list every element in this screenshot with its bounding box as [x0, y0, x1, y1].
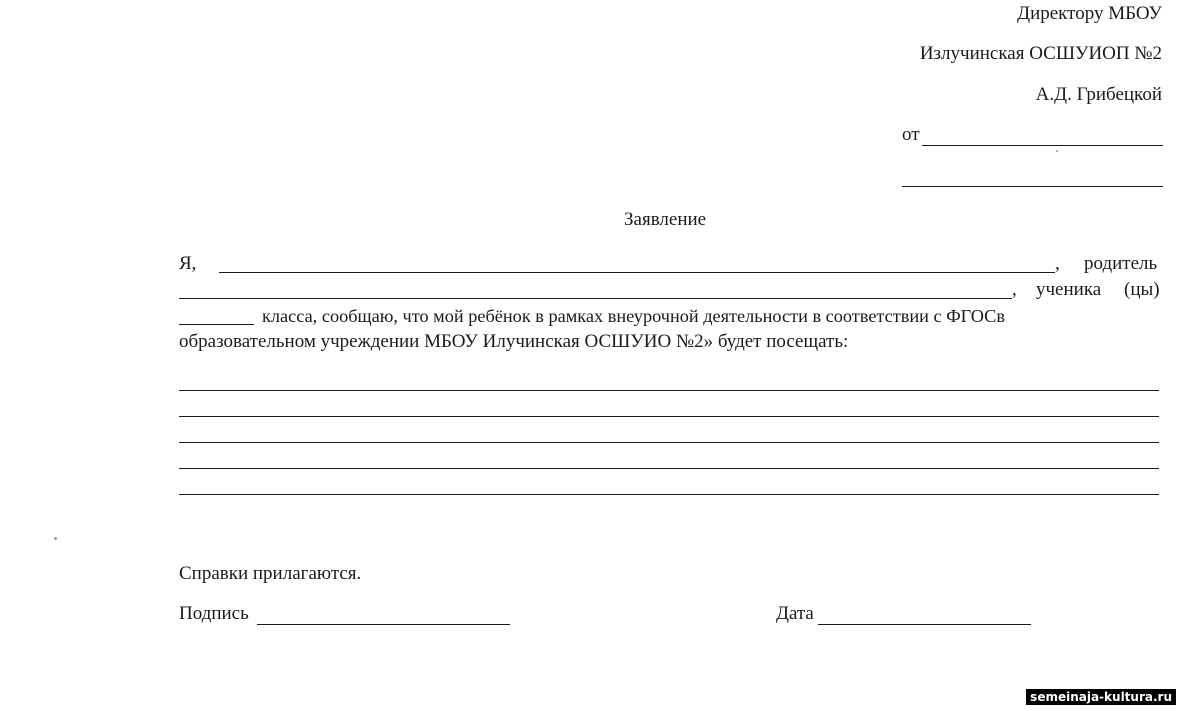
- watermark: semeinaja-kultura.ru: [1026, 689, 1176, 705]
- date-blank[interactable]: [818, 624, 1031, 625]
- activity-line[interactable]: [179, 442, 1159, 443]
- addressee-line-2: Излучинская ОСШУИОП №2: [919, 43, 1162, 64]
- activity-line[interactable]: [179, 494, 1159, 495]
- class-blank[interactable]: [179, 324, 254, 325]
- body-uchenika: ученика: [1036, 279, 1102, 300]
- activity-line[interactable]: [179, 390, 1159, 391]
- signature-label: Подпись: [179, 603, 249, 624]
- body-ya: Я,: [179, 253, 197, 274]
- scan-speck: [54, 537, 57, 540]
- body-comma-2: ,: [1012, 279, 1017, 300]
- addressee-line-3: А.Д. Грибецкой: [1035, 84, 1162, 105]
- signature-blank[interactable]: [257, 624, 510, 625]
- from-label: от: [902, 124, 920, 145]
- body-comma-1: ,: [1055, 253, 1060, 274]
- from-address-blank[interactable]: [902, 186, 1163, 187]
- date-label: Дата: [776, 603, 814, 624]
- body-roditel: родитель: [1084, 253, 1158, 274]
- student-name-blank[interactable]: [179, 298, 1012, 299]
- activity-line[interactable]: [179, 416, 1159, 417]
- attachments-note: Справки прилагаются.: [179, 563, 362, 584]
- body-line-3: класса, сообщаю, что мой ребёнок в рамках внеурочной деятельности в соответствии с ФГОСв: [262, 306, 1006, 326]
- body-line-4: образовательном учреждении МБОУ Илучинская ОСШУИО №2» будет посещать:: [179, 331, 849, 352]
- body-tsy: (цы): [1124, 279, 1160, 300]
- scan-speck: [1056, 150, 1058, 152]
- parent-name-blank[interactable]: [219, 272, 1055, 273]
- from-name-blank[interactable]: [922, 145, 1163, 146]
- activity-line[interactable]: [179, 468, 1159, 469]
- addressee-line-1: Директору МБОУ: [1017, 3, 1162, 24]
- document-title: Заявление: [624, 209, 707, 230]
